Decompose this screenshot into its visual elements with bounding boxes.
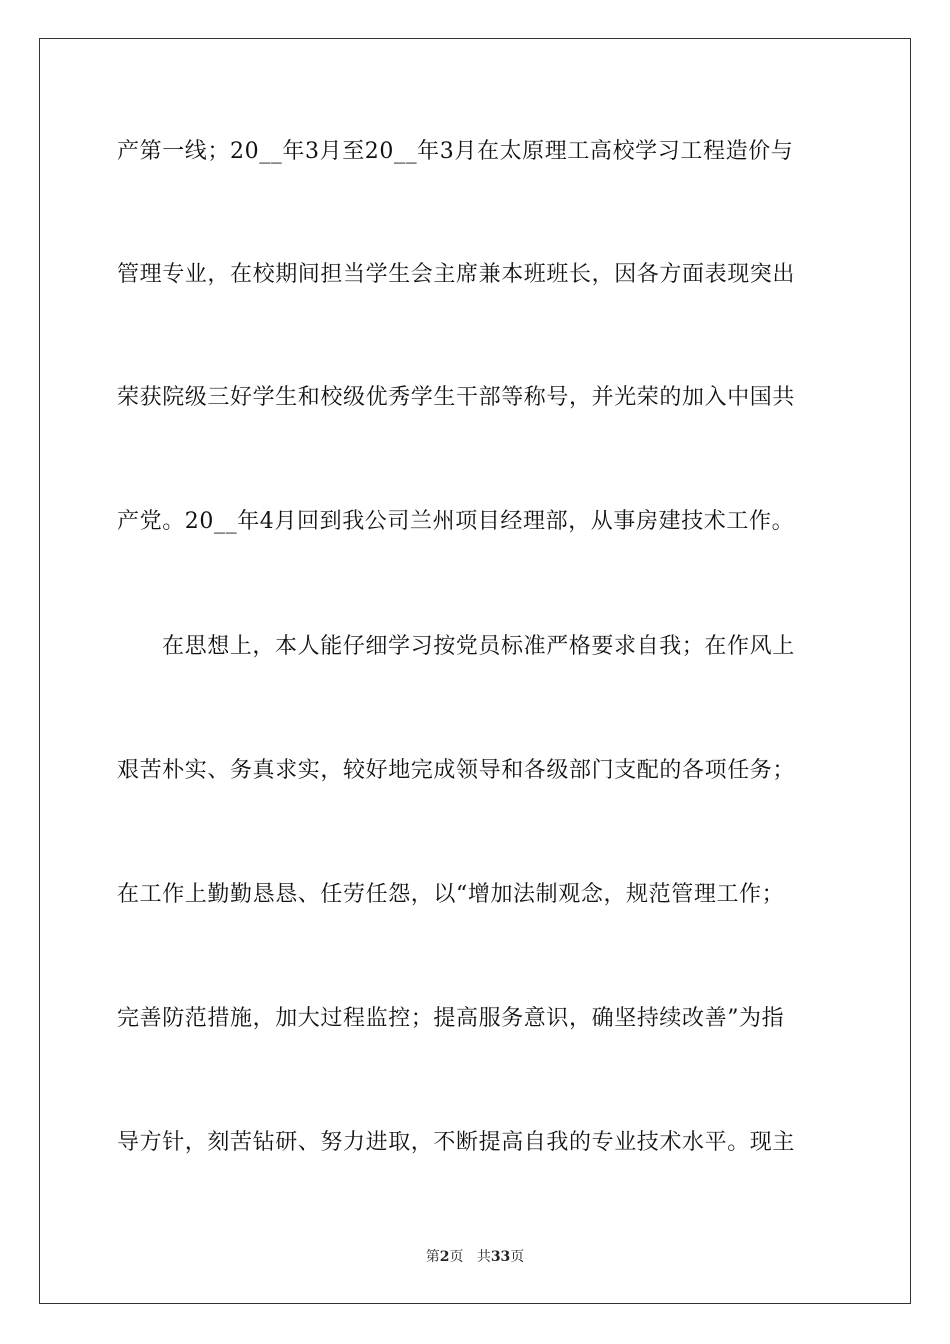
body-line-7: 在工作上勤勤恳恳、任劳任怨，以“增加法制观念，规范管理工作； <box>117 882 785 907</box>
page-border <box>39 38 911 1304</box>
body-line-5-paragraph-start: 在思想上，本人能仔细学习按党员标准严格要求自我；在作风上 <box>162 634 795 659</box>
body-line-8: 完善防范措施，加大过程监控；提高服务意识，确坚持续改善”为指 <box>117 1006 785 1031</box>
body-line-2: 管理专业，在校期间担当学生会主席兼本班班长，因各方面表现突出 <box>117 262 796 287</box>
body-line-3: 荣获院级三好学生和校级优秀学生干部等称号，并光荣的加入中国共 <box>117 385 796 410</box>
footer-page-number: 2 <box>439 1249 450 1265</box>
body-line-4: 产党。20__年4月回到我公司兰州项目经理部，从事房建技术工作。 <box>117 509 795 534</box>
body-line-6: 艰苦朴实、务真求实，较好地完成领导和各级部门支配的各项任务； <box>117 758 796 783</box>
footer-total-pages: 33 <box>490 1249 511 1265</box>
footer-total-suffix: 页 <box>510 1249 525 1265</box>
footer-page-suffix: 页 <box>449 1249 464 1265</box>
page-footer <box>0 1248 950 1266</box>
body-line-9: 导方针，刻苦钻研、努力进取，不断提高自我的专业技术水平。现主 <box>117 1130 796 1155</box>
body-line-1: 产第一线；20__年3月至20__年3月在太原理工高校学习工程造价与 <box>117 139 794 164</box>
footer-total-prefix: 共 <box>476 1249 491 1265</box>
footer-prefix: 第 <box>425 1249 440 1265</box>
